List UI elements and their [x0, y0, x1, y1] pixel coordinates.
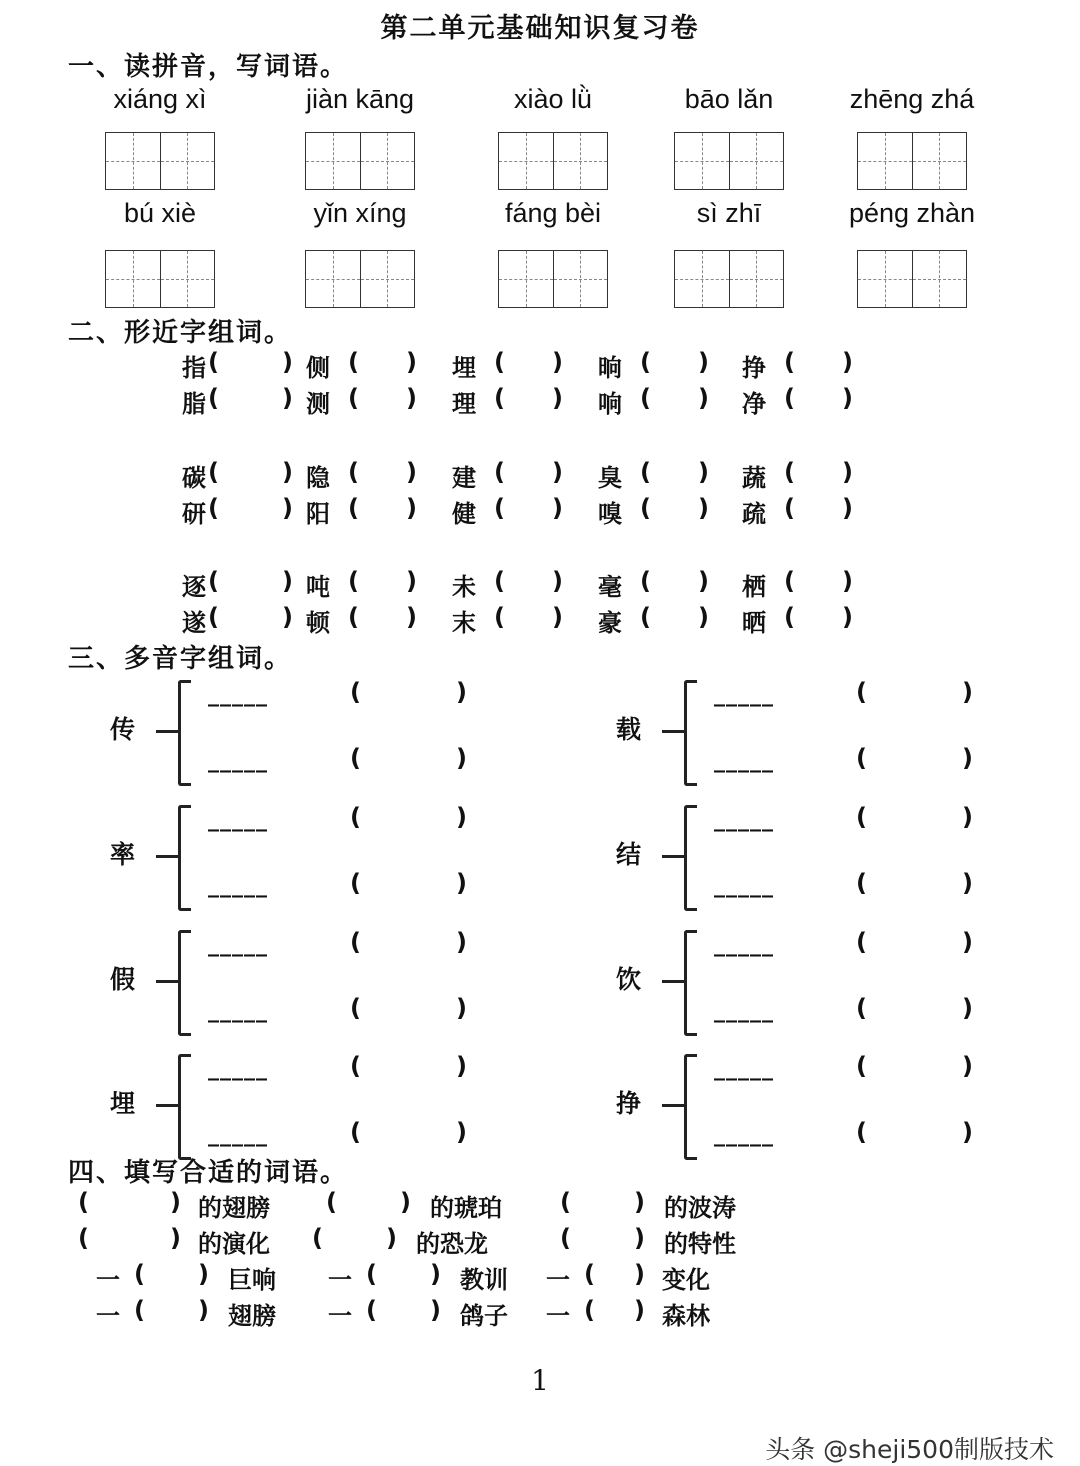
- grid-cell: [160, 133, 215, 189]
- grid-cell: [675, 251, 729, 307]
- close-paren: ): [698, 494, 709, 522]
- brace: [684, 680, 697, 786]
- writing-grid[interactable]: [305, 250, 415, 308]
- grid-cell: [499, 133, 553, 189]
- section3-heading: 三、多音字组词。: [68, 644, 293, 674]
- close-paren: ): [552, 603, 563, 631]
- brace-stem: [156, 1104, 178, 1107]
- open-paren: (: [640, 567, 651, 595]
- pinyin-label: jiàn kāng: [305, 84, 415, 114]
- blank-line: _____: [714, 682, 774, 707]
- close-paren: ): [406, 567, 417, 595]
- open-paren: (: [350, 803, 361, 831]
- brace: [684, 930, 697, 1036]
- open-paren: (: [348, 603, 359, 631]
- close-paren: ): [400, 1188, 411, 1216]
- open-paren: (: [856, 678, 867, 706]
- close-paren: ): [552, 567, 563, 595]
- brace-stem: [662, 855, 684, 858]
- close-paren: ): [406, 603, 417, 631]
- similar-char: 测: [306, 390, 330, 418]
- grid-cell: [729, 251, 784, 307]
- writing-grid[interactable]: [105, 250, 215, 308]
- open-paren: (: [134, 1260, 145, 1288]
- similar-char: 未: [452, 573, 476, 601]
- blank-line: _____: [714, 748, 774, 773]
- phrase: 的琥珀: [430, 1194, 502, 1222]
- close-paren: ): [698, 603, 709, 631]
- open-paren: (: [784, 348, 795, 376]
- phrase: 翅膀: [228, 1302, 276, 1330]
- writing-grid[interactable]: [498, 250, 608, 308]
- polyphone-char: 挣: [616, 1089, 642, 1118]
- close-paren: ): [282, 603, 293, 631]
- similar-char: 末: [452, 609, 476, 637]
- similar-char: 阳: [306, 500, 330, 528]
- phrase: 的波涛: [664, 1194, 736, 1222]
- open-paren: (: [208, 603, 219, 631]
- section1-heading: 一、读拼音，写词语。: [68, 52, 349, 82]
- brace: [178, 680, 191, 786]
- similar-char: 嗅: [598, 500, 622, 528]
- similar-char: 指: [182, 354, 206, 382]
- grid-cell: [306, 133, 360, 189]
- open-paren: (: [494, 567, 505, 595]
- similar-char: 蔬: [742, 464, 766, 492]
- open-paren: (: [640, 603, 651, 631]
- open-paren: (: [208, 458, 219, 486]
- close-paren: ): [962, 1118, 973, 1146]
- yi-char: 一: [546, 1266, 570, 1294]
- polyphone-char: 结: [616, 840, 642, 869]
- close-paren: ): [170, 1188, 181, 1216]
- open-paren: (: [350, 744, 361, 772]
- open-paren: (: [208, 567, 219, 595]
- similar-char: 豪: [598, 609, 622, 637]
- similar-char: 脂: [182, 390, 206, 418]
- open-paren: (: [326, 1188, 337, 1216]
- open-paren: (: [348, 348, 359, 376]
- close-paren: ): [456, 928, 467, 956]
- open-paren: (: [640, 458, 651, 486]
- grid-cell: [499, 251, 553, 307]
- grid-cell: [553, 251, 608, 307]
- page-number: 1: [531, 1364, 549, 1397]
- brace-stem: [156, 855, 178, 858]
- close-paren: ): [552, 458, 563, 486]
- open-paren: (: [312, 1224, 323, 1252]
- close-paren: ): [456, 1118, 467, 1146]
- close-paren: ): [456, 994, 467, 1022]
- phrase: 的恐龙: [416, 1230, 488, 1258]
- close-paren: ): [962, 744, 973, 772]
- open-paren: (: [640, 348, 651, 376]
- similar-char: 侧: [306, 354, 330, 382]
- phrase: 鸽子: [460, 1302, 508, 1330]
- close-paren: ): [698, 567, 709, 595]
- similar-char: 隐: [306, 464, 330, 492]
- close-paren: ): [456, 678, 467, 706]
- open-paren: (: [494, 384, 505, 412]
- open-paren: (: [494, 458, 505, 486]
- grid-cell: [858, 251, 912, 307]
- open-paren: (: [784, 458, 795, 486]
- open-paren: (: [208, 348, 219, 376]
- close-paren: ): [634, 1296, 645, 1324]
- open-paren: (: [494, 348, 505, 376]
- open-paren: (: [348, 494, 359, 522]
- close-paren: ): [282, 384, 293, 412]
- writing-grid[interactable]: [105, 132, 215, 190]
- open-paren: (: [350, 1118, 361, 1146]
- close-paren: ): [430, 1260, 441, 1288]
- grid-cell: [360, 133, 415, 189]
- pinyin-label: péng zhàn: [848, 198, 976, 228]
- blank-line: _____: [208, 807, 268, 832]
- brace-stem: [156, 730, 178, 733]
- close-paren: ): [552, 384, 563, 412]
- close-paren: ): [456, 869, 467, 897]
- polyphone-char: 载: [616, 715, 642, 744]
- phrase: 森林: [662, 1302, 710, 1330]
- similar-char: 晒: [742, 609, 766, 637]
- close-paren: ): [282, 348, 293, 376]
- similar-char: 晌: [598, 354, 622, 382]
- brace: [684, 805, 697, 911]
- close-paren: ): [198, 1296, 209, 1324]
- blank-line: _____: [714, 1122, 774, 1147]
- open-paren: (: [856, 928, 867, 956]
- pinyin-label: sì zhī: [696, 198, 762, 228]
- yi-char: 一: [96, 1302, 120, 1330]
- grid-cell: [106, 133, 160, 189]
- brace-stem: [662, 980, 684, 983]
- polyphone-char: 饮: [616, 965, 642, 994]
- blank-line: _____: [714, 1056, 774, 1081]
- pinyin-label: yǐn xíng: [313, 198, 407, 228]
- close-paren: ): [386, 1224, 397, 1252]
- yi-char: 一: [96, 1266, 120, 1294]
- grid-cell: [553, 133, 608, 189]
- brace: [684, 1054, 697, 1160]
- similar-char: 建: [452, 464, 476, 492]
- similar-char: 吨: [306, 573, 330, 601]
- blank-line: _____: [208, 873, 268, 898]
- similar-char: 响: [598, 390, 622, 418]
- open-paren: (: [366, 1260, 377, 1288]
- open-paren: (: [350, 869, 361, 897]
- open-paren: (: [560, 1224, 571, 1252]
- open-paren: (: [640, 494, 651, 522]
- close-paren: ): [198, 1260, 209, 1288]
- close-paren: ): [282, 567, 293, 595]
- blank-line: _____: [208, 932, 268, 957]
- open-paren: (: [494, 603, 505, 631]
- blank-line: _____: [714, 873, 774, 898]
- close-paren: ): [842, 603, 853, 631]
- brace: [178, 805, 191, 911]
- close-paren: ): [962, 869, 973, 897]
- close-paren: ): [962, 803, 973, 831]
- grid-cell: [160, 251, 215, 307]
- open-paren: (: [856, 744, 867, 772]
- blank-line: _____: [208, 1122, 268, 1147]
- yi-char: 一: [328, 1302, 352, 1330]
- close-paren: ): [842, 348, 853, 376]
- writing-grid[interactable]: [498, 132, 608, 190]
- close-paren: ): [456, 744, 467, 772]
- similar-char: 栖: [742, 573, 766, 601]
- close-paren: ): [282, 494, 293, 522]
- close-paren: ): [406, 494, 417, 522]
- grid-cell: [729, 133, 784, 189]
- yi-char: 一: [328, 1266, 352, 1294]
- grid-cell: [912, 251, 967, 307]
- close-paren: ): [962, 678, 973, 706]
- close-paren: ): [842, 494, 853, 522]
- blank-line: _____: [714, 932, 774, 957]
- open-paren: (: [348, 567, 359, 595]
- phrase: 的演化: [198, 1230, 270, 1258]
- open-paren: (: [350, 994, 361, 1022]
- close-paren: ): [552, 494, 563, 522]
- similar-char: 逐: [182, 573, 206, 601]
- close-paren: ): [456, 803, 467, 831]
- grid-cell: [360, 251, 415, 307]
- blank-line: _____: [714, 807, 774, 832]
- open-paren: (: [856, 869, 867, 897]
- grid-cell: [306, 251, 360, 307]
- open-paren: (: [640, 384, 651, 412]
- polyphone-char: 埋: [110, 1089, 136, 1118]
- open-paren: (: [366, 1296, 377, 1324]
- close-paren: ): [170, 1224, 181, 1252]
- writing-grid[interactable]: [674, 250, 784, 308]
- phrase: 的翅膀: [198, 1194, 270, 1222]
- pinyin-label: fáng bèi: [504, 198, 602, 228]
- open-paren: (: [584, 1296, 595, 1324]
- open-paren: (: [350, 928, 361, 956]
- close-paren: ): [698, 348, 709, 376]
- blank-line: _____: [208, 998, 268, 1023]
- similar-char: 理: [452, 390, 476, 418]
- close-paren: ): [634, 1260, 645, 1288]
- blank-line: _____: [208, 1056, 268, 1081]
- similar-char: 埋: [452, 354, 476, 382]
- page-title: 第二单元基础知识复习卷: [380, 13, 700, 44]
- open-paren: (: [856, 803, 867, 831]
- open-paren: (: [856, 1052, 867, 1080]
- grid-cell: [858, 133, 912, 189]
- close-paren: ): [962, 994, 973, 1022]
- close-paren: ): [842, 458, 853, 486]
- similar-char: 健: [452, 500, 476, 528]
- similar-char: 挣: [742, 354, 766, 382]
- writing-grid[interactable]: [857, 132, 967, 190]
- open-paren: (: [78, 1224, 89, 1252]
- writing-grid[interactable]: [857, 250, 967, 308]
- open-paren: (: [350, 1052, 361, 1080]
- open-paren: (: [134, 1296, 145, 1324]
- similar-char: 净: [742, 390, 766, 418]
- open-paren: (: [784, 384, 795, 412]
- blank-line: _____: [208, 682, 268, 707]
- close-paren: ): [962, 1052, 973, 1080]
- grid-cell: [675, 133, 729, 189]
- similar-char: 臭: [598, 464, 622, 492]
- brace-stem: [662, 1104, 684, 1107]
- close-paren: ): [282, 458, 293, 486]
- phrase: 教训: [460, 1266, 508, 1294]
- section2-heading: 二、形近字组词。: [68, 318, 293, 348]
- similar-char: 毫: [598, 573, 622, 601]
- open-paren: (: [784, 494, 795, 522]
- open-paren: (: [856, 994, 867, 1022]
- writing-grid[interactable]: [305, 132, 415, 190]
- pinyin-label: xiào lǜ: [513, 84, 593, 114]
- open-paren: (: [494, 494, 505, 522]
- watermark: 头条 @sheji500制版技术: [765, 1435, 1054, 1464]
- polyphone-char: 假: [110, 965, 136, 994]
- close-paren: ): [456, 1052, 467, 1080]
- open-paren: (: [784, 603, 795, 631]
- close-paren: ): [698, 384, 709, 412]
- similar-char: 碳: [182, 464, 206, 492]
- open-paren: (: [208, 494, 219, 522]
- grid-cell: [106, 251, 160, 307]
- yi-char: 一: [546, 1302, 570, 1330]
- phrase: 变化: [662, 1266, 710, 1294]
- blank-line: _____: [714, 998, 774, 1023]
- similar-char: 顿: [306, 609, 330, 637]
- close-paren: ): [842, 567, 853, 595]
- close-paren: ): [406, 384, 417, 412]
- close-paren: ): [634, 1224, 645, 1252]
- brace-stem: [662, 730, 684, 733]
- close-paren: ): [406, 458, 417, 486]
- close-paren: ): [552, 348, 563, 376]
- similar-char: 研: [182, 500, 206, 528]
- close-paren: ): [842, 384, 853, 412]
- pinyin-label: bāo lǎn: [684, 84, 774, 114]
- grid-cell: [912, 133, 967, 189]
- blank-line: _____: [208, 748, 268, 773]
- similar-char: 疏: [742, 500, 766, 528]
- pinyin-label: xiáng xì: [113, 84, 207, 114]
- open-paren: (: [348, 458, 359, 486]
- similar-char: 遂: [182, 609, 206, 637]
- open-paren: (: [350, 678, 361, 706]
- open-paren: (: [584, 1260, 595, 1288]
- brace: [178, 1054, 191, 1160]
- close-paren: ): [430, 1296, 441, 1324]
- close-paren: ): [698, 458, 709, 486]
- close-paren: ): [962, 928, 973, 956]
- phrase: 巨响: [228, 1266, 276, 1294]
- brace-stem: [156, 980, 178, 983]
- close-paren: ): [406, 348, 417, 376]
- open-paren: (: [208, 384, 219, 412]
- open-paren: (: [78, 1188, 89, 1216]
- section4-heading: 四、填写合适的词语。: [68, 1158, 349, 1188]
- polyphone-char: 率: [110, 840, 136, 869]
- open-paren: (: [560, 1188, 571, 1216]
- pinyin-label: zhēng zhá: [849, 84, 975, 114]
- close-paren: ): [634, 1188, 645, 1216]
- open-paren: (: [856, 1118, 867, 1146]
- open-paren: (: [348, 384, 359, 412]
- open-paren: (: [784, 567, 795, 595]
- polyphone-char: 传: [110, 715, 136, 744]
- brace: [178, 930, 191, 1036]
- pinyin-label: bú xiè: [123, 198, 197, 228]
- writing-grid[interactable]: [674, 132, 784, 190]
- phrase: 的特性: [664, 1230, 736, 1258]
